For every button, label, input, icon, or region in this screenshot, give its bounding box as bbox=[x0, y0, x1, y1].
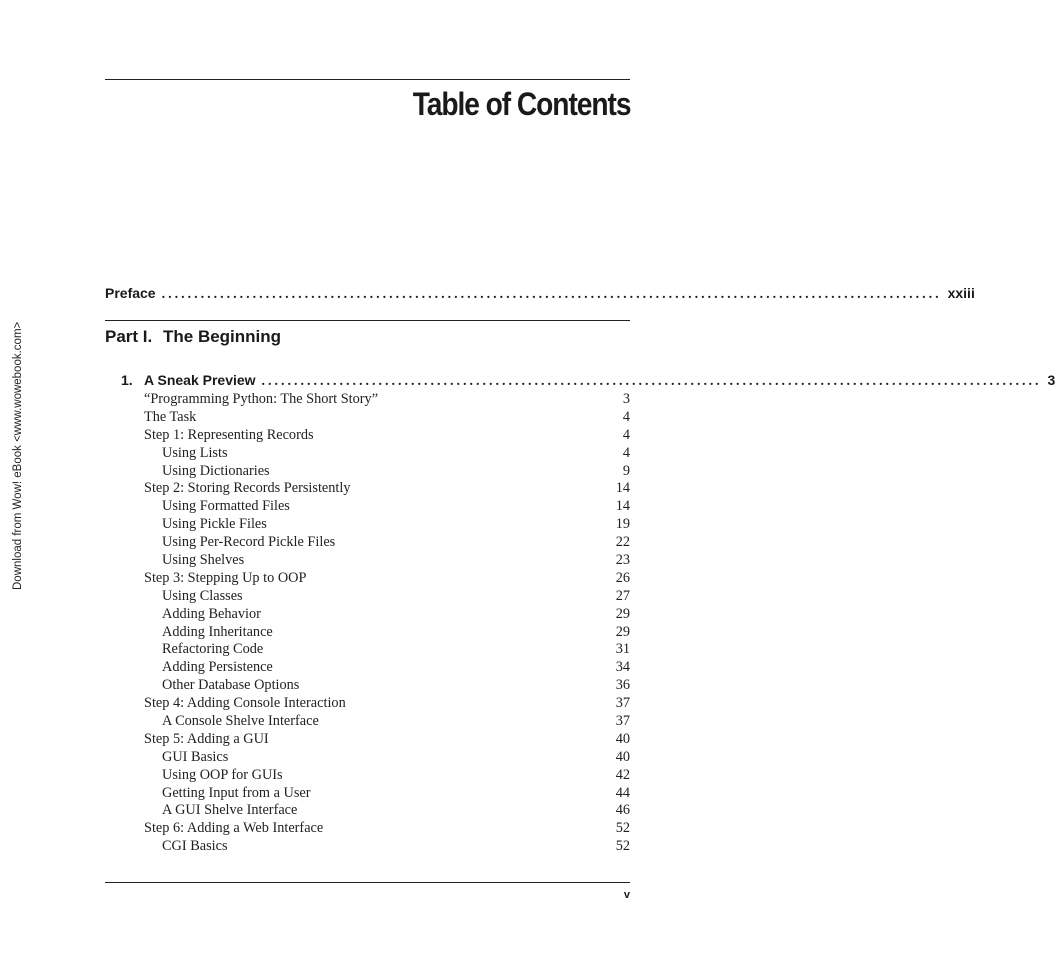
entry-label: A GUI Shelve Interface bbox=[162, 802, 298, 819]
entry-page: 27 bbox=[615, 587, 630, 604]
bottom-rule bbox=[105, 882, 630, 883]
chapter-title: A Sneak Preview bbox=[144, 372, 256, 388]
part-number: Part I. bbox=[105, 327, 153, 346]
entry-page: 9 bbox=[622, 462, 630, 479]
toc-subsection-entry[interactable] bbox=[144, 749, 630, 767]
entry-page: 22 bbox=[615, 534, 630, 551]
entry-label: Step 2: Storing Records Persistently bbox=[144, 480, 351, 497]
toc-subsection-entry[interactable] bbox=[144, 677, 630, 695]
toc-subsection-entry[interactable] bbox=[144, 534, 630, 552]
entry-label: Using Shelves bbox=[162, 552, 245, 569]
entry-page: 52 bbox=[615, 820, 630, 837]
entry-page: 37 bbox=[615, 713, 630, 730]
leader-dots: ........................................................................................................................ bbox=[261, 374, 1042, 389]
entry-label: Step 3: Stepping Up to OOP bbox=[144, 569, 307, 586]
leader-dots: ........................................................................................................................ bbox=[161, 287, 942, 302]
entry-label: Using Formatted Files bbox=[162, 498, 290, 515]
entry-page: 40 bbox=[615, 730, 630, 747]
toc-section-entry[interactable] bbox=[144, 731, 630, 749]
entry-page: 29 bbox=[615, 605, 630, 622]
toc-preface-entry[interactable] bbox=[105, 285, 975, 303]
entry-label: Using OOP for GUIs bbox=[162, 766, 283, 783]
entry-label: Other Database Options bbox=[162, 677, 300, 694]
entry-label: The Task bbox=[144, 408, 197, 425]
toc-subsection-entry[interactable] bbox=[144, 624, 630, 642]
part-rule bbox=[105, 320, 630, 321]
entry-page: 42 bbox=[615, 766, 630, 783]
entry-label: Using Pickle Files bbox=[162, 516, 267, 533]
entry-page: 37 bbox=[615, 695, 630, 712]
toc-subsection-entry[interactable] bbox=[144, 445, 630, 463]
entry-page: 4 bbox=[622, 426, 630, 443]
entry-page: 14 bbox=[615, 498, 630, 515]
entry-page: 36 bbox=[615, 677, 630, 694]
toc-section-entry[interactable] bbox=[144, 480, 630, 498]
page-title: Table of Contents bbox=[412, 86, 630, 122]
toc-subsection-entry[interactable] bbox=[144, 785, 630, 803]
entry-label: Using Dictionaries bbox=[162, 462, 270, 479]
toc-subsection-entry[interactable] bbox=[144, 802, 630, 820]
entry-label: Using Lists bbox=[162, 444, 228, 461]
entry-page: 40 bbox=[615, 748, 630, 765]
page-number: v bbox=[623, 889, 630, 901]
entry-page: 19 bbox=[615, 516, 630, 533]
entry-label: Getting Input from a User bbox=[162, 784, 311, 801]
entry-page: 44 bbox=[615, 784, 630, 801]
entry-label: Step 6: Adding a Web Interface bbox=[144, 820, 324, 837]
entry-label: Adding Behavior bbox=[162, 605, 261, 622]
entry-label: Adding Inheritance bbox=[162, 623, 273, 640]
entry-label: A Console Shelve Interface bbox=[162, 713, 319, 730]
part-title: The Beginning bbox=[163, 327, 282, 346]
toc-section-entry[interactable] bbox=[144, 427, 630, 445]
part-heading bbox=[105, 327, 281, 347]
toc-subsection-entry[interactable] bbox=[144, 516, 630, 534]
toc-section-entry[interactable] bbox=[144, 820, 630, 838]
chapter-page: 3 bbox=[1047, 372, 1055, 388]
entry-page: 23 bbox=[615, 552, 630, 569]
entry-page: 46 bbox=[615, 802, 630, 819]
toc-section-entry[interactable] bbox=[144, 409, 630, 427]
entry-label: Using Classes bbox=[162, 587, 243, 604]
entry-page: 4 bbox=[622, 444, 630, 461]
toc-subsection-entry[interactable] bbox=[144, 588, 630, 606]
download-watermark-note: Download from Wow! eBook <www.wowebook.com> bbox=[12, 321, 24, 590]
entry-label: Step 1: Representing Records bbox=[144, 426, 314, 443]
entry-page: 31 bbox=[615, 641, 630, 658]
toc-section-entry[interactable] bbox=[144, 695, 630, 713]
toc-subsection-entry[interactable] bbox=[144, 659, 630, 677]
entry-page: 14 bbox=[615, 480, 630, 497]
entry-page: 52 bbox=[615, 838, 630, 855]
entry-label: GUI Basics bbox=[162, 748, 229, 765]
entry-label: Step 5: Adding a GUI bbox=[144, 730, 269, 747]
toc-subsection-entry[interactable] bbox=[144, 838, 630, 856]
toc-subsection-entry[interactable] bbox=[144, 713, 630, 731]
entry-page: 4 bbox=[622, 408, 630, 425]
chapter-number: 1. bbox=[121, 372, 133, 388]
toc-section-entry[interactable] bbox=[144, 391, 630, 409]
toc-subsection-entry[interactable] bbox=[144, 606, 630, 624]
toc-subsection-entry[interactable] bbox=[144, 498, 630, 516]
toc-entry-list bbox=[144, 391, 630, 856]
toc-subsection-entry[interactable] bbox=[144, 552, 630, 570]
entry-page: 34 bbox=[615, 659, 630, 676]
top-rule bbox=[105, 79, 630, 80]
preface-page: xxiii bbox=[947, 285, 975, 301]
toc-section-entry[interactable] bbox=[144, 570, 630, 588]
entry-label: Refactoring Code bbox=[162, 641, 264, 658]
entry-page: 3 bbox=[622, 391, 630, 407]
toc-subsection-entry[interactable] bbox=[144, 463, 630, 481]
entry-label: Adding Persistence bbox=[162, 659, 273, 676]
toc-subsection-entry[interactable] bbox=[144, 767, 630, 785]
entry-label: Using Per-Record Pickle Files bbox=[162, 534, 336, 551]
entry-label: CGI Basics bbox=[162, 838, 228, 855]
entry-label: “Programming Python: The Short Story” bbox=[144, 391, 379, 407]
entry-page: 26 bbox=[615, 569, 630, 586]
toc-chapter-entry[interactable] bbox=[121, 372, 1055, 390]
entry-page: 29 bbox=[615, 623, 630, 640]
preface-label: Preface bbox=[105, 285, 156, 301]
toc-subsection-entry[interactable] bbox=[144, 641, 630, 659]
entry-label: Step 4: Adding Console Interaction bbox=[144, 695, 346, 712]
